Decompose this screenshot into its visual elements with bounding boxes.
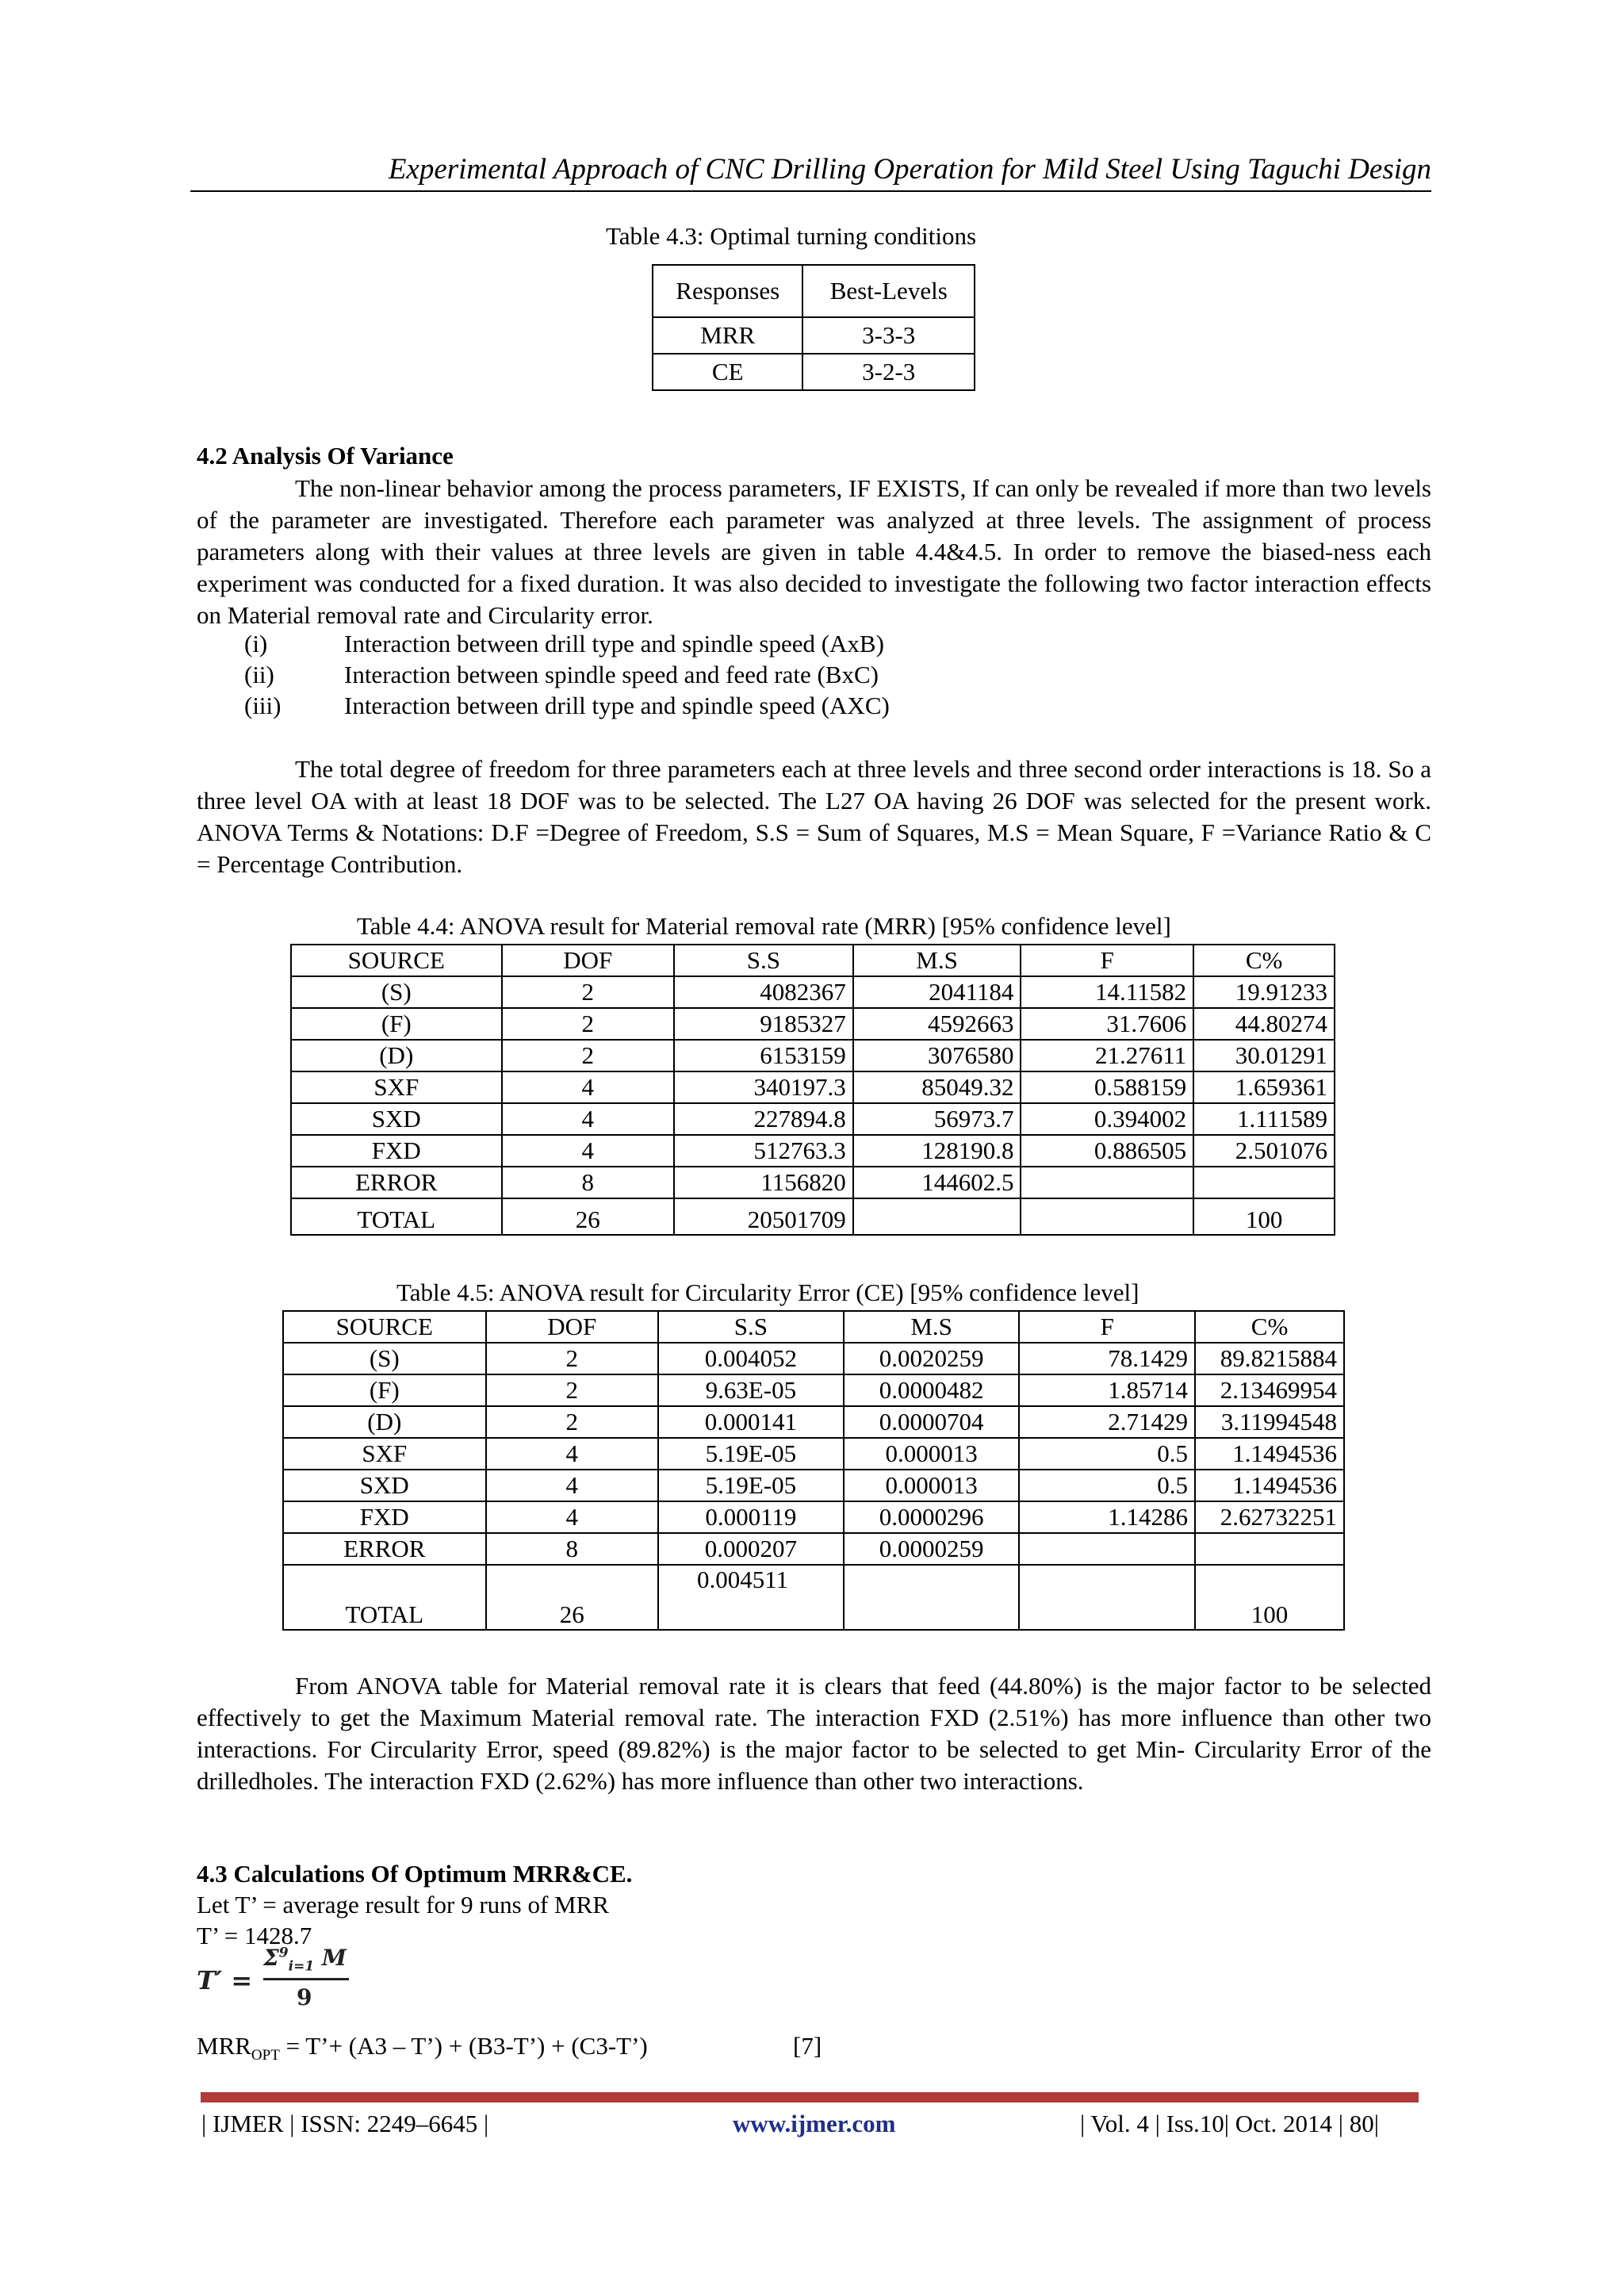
- table-cell: 4: [502, 1071, 675, 1103]
- section-4-2-paragraph-2: The total degree of freedom for three parameters each at three levels and three second order interactions is 18. So a three level OA with at least 18 DOF was to be selected. The L27 OA having 26 DOF was selected for the present work. ANOVA Terms & Notations: D.F =Degree of Freedom, S.S = Sum of Squares, M.S = Mean Square, F =Variance Ratio & C = Percentage Contribution.: [197, 755, 1431, 878]
- table-cell: SXD: [283, 1470, 486, 1501]
- table-cell: (D): [291, 1040, 502, 1071]
- table-cell: 78.1429: [1019, 1343, 1195, 1374]
- list-item: [244, 690, 890, 721]
- table-cell: 0.0000259: [844, 1533, 1020, 1565]
- table-cell: 4: [486, 1438, 658, 1470]
- table-row: [291, 1135, 1335, 1167]
- table-header-cell: F: [1019, 1311, 1195, 1343]
- table-4-5: [282, 1310, 1345, 1631]
- table-cell: 19.91233: [1193, 976, 1335, 1008]
- table-cell: [1021, 1198, 1193, 1235]
- table-cell: 4: [502, 1103, 675, 1135]
- section-4-3-line-1: Let T’ = average result for 9 runs of MRR: [197, 1891, 609, 1918]
- table-4-3-caption: Table 4.3: Optimal turning conditions: [606, 222, 977, 250]
- table-cell: 1.111589: [1193, 1103, 1335, 1135]
- table-header-cell: C%: [1193, 945, 1335, 976]
- table-cell: 1.659361: [1193, 1071, 1335, 1103]
- table-cell: 1156820: [674, 1167, 853, 1198]
- table-cell: 26: [502, 1198, 675, 1235]
- table-cell: 44.80274: [1193, 1008, 1335, 1040]
- table-total-row: [291, 1198, 1335, 1235]
- table-row: [291, 1103, 1335, 1135]
- table-cell: 1.1494536: [1195, 1470, 1344, 1501]
- table-cell: (D): [283, 1406, 486, 1438]
- table-header-cell: M.S: [853, 945, 1021, 976]
- table-cell: 0.5: [1019, 1470, 1195, 1501]
- list-item: [244, 659, 890, 690]
- table-header-cell: SOURCE: [291, 945, 502, 976]
- table-cell: (F): [291, 1008, 502, 1040]
- table-cell: (S): [291, 976, 502, 1008]
- table-cell: 0.004511: [658, 1565, 844, 1630]
- table-cell: (S): [283, 1343, 486, 1374]
- table-cell: 9.63E-05: [658, 1374, 844, 1406]
- table-cell: 20501709: [674, 1198, 853, 1235]
- formula-var: M: [321, 1945, 347, 1971]
- table-cell: 2: [502, 976, 675, 1008]
- table-cell: [1021, 1167, 1193, 1198]
- table-cell: 2.501076: [1193, 1135, 1335, 1167]
- table-cell: 0.000013: [844, 1438, 1020, 1470]
- table-4-4-caption: Table 4.4: ANOVA result for Material removal rate (MRR) [95% confidence level]: [357, 912, 1171, 940]
- table-cell: 2: [502, 1040, 675, 1071]
- fraction-bar: [263, 1978, 349, 1980]
- footer-rule: [201, 2092, 1419, 2102]
- section-4-2-paragraph-1: The non-linear behavior among the process parameters, IF EXISTS, If can only be revealed if more than two levels of the parameter are investigated. Therefore each parameter was analyzed at three levels. The assignment of process parameters along with their values at three levels are given in table 4.4&4.5. In order to remove the biased-ness each experiment was conducted for a fixed duration. It was also decided to investigate the following two factor interaction effects on Material removal rate and Circularity error.: [197, 474, 1431, 629]
- table-header-cell: DOF: [502, 945, 675, 976]
- table-total-row: [283, 1565, 1344, 1630]
- equation-reference: [7]: [793, 2032, 822, 2060]
- table-cell: [1019, 1565, 1195, 1630]
- table-cell: CE: [653, 354, 802, 390]
- table-cell: 30.01291: [1193, 1040, 1335, 1071]
- footer-volume: | Vol. 4 | Iss.10| Oct. 2014 | 80|: [1080, 2110, 1379, 2137]
- table-cell: 0.0000296: [844, 1501, 1020, 1533]
- table-4-3: [652, 264, 975, 391]
- table-cell: [1019, 1533, 1195, 1565]
- table-cell: SXD: [291, 1103, 502, 1135]
- table-cell: 4: [486, 1501, 658, 1533]
- table-cell: 227894.8: [674, 1103, 853, 1135]
- table-cell: 56973.7: [853, 1103, 1021, 1135]
- table-cell: 4: [502, 1135, 675, 1167]
- table-header-cell: S.S: [674, 945, 853, 976]
- table-header-cell: F: [1021, 945, 1193, 976]
- section-4-3-line-2: T’ = 1428.7: [197, 1922, 312, 1949]
- footer-website-link[interactable]: www.ijmer.com: [733, 2110, 896, 2137]
- table-row: [283, 1343, 1344, 1374]
- table-row: [283, 1374, 1344, 1406]
- table-cell: 0.0000704: [844, 1406, 1020, 1438]
- table-cell: [844, 1565, 1020, 1630]
- formula-lhs: T′ =: [197, 1965, 253, 1995]
- table-4-4: [290, 944, 1335, 1236]
- table-cell: SXF: [291, 1071, 502, 1103]
- section-4-2-heading: 4.2 Analysis Of Variance: [197, 442, 454, 470]
- table-header-cell: Best-Levels: [802, 265, 975, 317]
- list-item-text: Interaction between spindle speed and feed rate (BxC): [344, 661, 879, 688]
- table-cell: TOTAL: [291, 1198, 502, 1235]
- table-cell: 1.85714: [1019, 1374, 1195, 1406]
- table-cell: 14.11582: [1021, 976, 1193, 1008]
- table-row: [291, 1008, 1335, 1040]
- mrr-opt-equation: [197, 2032, 648, 2064]
- table-cell: 2: [486, 1343, 658, 1374]
- table-cell: 2.71429: [1019, 1406, 1195, 1438]
- table-cell: [853, 1198, 1021, 1235]
- formula-numerator: [263, 1945, 347, 1975]
- table-header-cell: M.S: [844, 1311, 1020, 1343]
- table-cell: 144602.5: [853, 1167, 1021, 1198]
- table-cell: 0.000207: [658, 1533, 844, 1565]
- table-cell: MRR: [653, 317, 802, 354]
- formula-sup: 9: [278, 1945, 289, 1961]
- table-cell: 5.19E-05: [658, 1470, 844, 1501]
- table-cell: 1.14286: [1019, 1501, 1195, 1533]
- list-item-number: (i): [244, 630, 268, 657]
- list-item-number: (ii): [244, 661, 274, 688]
- table-cell: 85049.32: [853, 1071, 1021, 1103]
- table-cell: 26: [486, 1565, 658, 1630]
- table-cell: 100: [1193, 1198, 1335, 1235]
- table-header-cell: C%: [1195, 1311, 1344, 1343]
- table-cell: 0.5: [1019, 1438, 1195, 1470]
- table-row: [283, 1406, 1344, 1438]
- table-cell: 0.0020259: [844, 1343, 1020, 1374]
- table-cell: 3-3-3: [802, 317, 975, 354]
- table-cell: 8: [486, 1533, 658, 1565]
- list-item-text: Interaction between drill type and spindle speed (AXC): [344, 692, 890, 719]
- table-cell: FXD: [283, 1501, 486, 1533]
- table-4-5-caption: Table 4.5: ANOVA result for Circularity Error (CE) [95% confidence level]: [396, 1278, 1139, 1306]
- table-cell: 2.62732251: [1195, 1501, 1344, 1533]
- table-cell: 89.8215884: [1195, 1343, 1344, 1374]
- footer-journal: | IJMER | ISSN: 2249–6645 |: [201, 2110, 489, 2137]
- interaction-list: [244, 628, 890, 721]
- table-cell: (F): [283, 1374, 486, 1406]
- table-cell: 2: [486, 1406, 658, 1438]
- table-row: [283, 1501, 1344, 1533]
- table-row: [283, 1533, 1344, 1565]
- formula-denominator: 9: [297, 1984, 312, 2010]
- table-cell: 3.11994548: [1195, 1406, 1344, 1438]
- table-cell: 2: [502, 1008, 675, 1040]
- table-cell: 0.000013: [844, 1470, 1020, 1501]
- table-header-cell: S.S: [658, 1311, 844, 1343]
- average-formula: [197, 1945, 355, 2018]
- table-row: [283, 1438, 1344, 1470]
- running-title: Experimental Approach of CNC Drilling Operation for Mild Steel Using Taguchi Design: [388, 153, 1431, 186]
- table-header-cell: Responses: [653, 265, 802, 317]
- table-cell: TOTAL: [283, 1565, 486, 1630]
- table-row: [653, 317, 975, 354]
- table-cell: 0.886505: [1021, 1135, 1193, 1167]
- formula-sub: i=1: [288, 1958, 315, 1975]
- mrr-subscript: OPT: [251, 2047, 280, 2064]
- header-rule: [190, 190, 1431, 192]
- mrr-expression: = T’+ (A3 – T’) + (B3-T’) + (C3-T’): [279, 2032, 648, 2060]
- sum-symbol: Σ: [263, 1945, 279, 1971]
- table-cell: 21.27611: [1021, 1040, 1193, 1071]
- table-cell: 0.588159: [1021, 1071, 1193, 1103]
- table-cell: 512763.3: [674, 1135, 853, 1167]
- table-cell: 340197.3: [674, 1071, 853, 1103]
- table-cell: 4592663: [853, 1008, 1021, 1040]
- table-cell: 4: [486, 1470, 658, 1501]
- table-cell: 8: [502, 1167, 675, 1198]
- section-4-3-heading: 4.3 Calculations Of Optimum MRR&CE.: [197, 1860, 633, 1888]
- table-cell: 0.0000482: [844, 1374, 1020, 1406]
- table-cell: 2041184: [853, 976, 1021, 1008]
- mrr-label: MRR: [197, 2032, 251, 2060]
- table-cell: 3-2-3: [802, 354, 975, 390]
- table-cell: 2: [486, 1374, 658, 1406]
- table-cell: 9185327: [674, 1008, 853, 1040]
- table-row: [291, 1040, 1335, 1071]
- table-cell: 6153159: [674, 1040, 853, 1071]
- table-cell: ERROR: [283, 1533, 486, 1565]
- table-header-cell: DOF: [486, 1311, 658, 1343]
- table-row: [283, 1470, 1344, 1501]
- list-item-number: (iii): [244, 692, 282, 719]
- table-cell: 4082367: [674, 976, 853, 1008]
- table-row: [291, 1167, 1335, 1198]
- table-cell: 31.7606: [1021, 1008, 1193, 1040]
- table-cell: ERROR: [291, 1167, 502, 1198]
- table-cell: 3076580: [853, 1040, 1021, 1071]
- table-row: [653, 354, 975, 390]
- table-cell: 2.13469954: [1195, 1374, 1344, 1406]
- table-cell: 128190.8: [853, 1135, 1021, 1167]
- table-row: [291, 976, 1335, 1008]
- table-cell: SXF: [283, 1438, 486, 1470]
- table-cell: 100: [1195, 1565, 1344, 1630]
- list-item: [244, 628, 890, 659]
- table-cell: [1195, 1533, 1344, 1565]
- table-cell: 1.1494536: [1195, 1438, 1344, 1470]
- anova-discussion-paragraph: From ANOVA table for Material removal rate it is clears that feed (44.80%) is the major factor to be selected effectively to get the Maximum Material removal rate. The interaction FXD (2.51%) has more influence than other two interactions. For Circularity Error, speed (89.82%) is the major factor to be selected to get Min- Circularity Error of the drilledholes. The interaction FXD (2.62%) has more influence than other two interactions.: [197, 1672, 1431, 1795]
- table-cell: 0.394002: [1021, 1103, 1193, 1135]
- table-cell: 5.19E-05: [658, 1438, 844, 1470]
- table-cell: FXD: [291, 1135, 502, 1167]
- table-header-cell: SOURCE: [283, 1311, 486, 1343]
- table-cell: 0.000141: [658, 1406, 844, 1438]
- table-row: [291, 1071, 1335, 1103]
- list-item-text: Interaction between drill type and spindle speed (AxB): [344, 630, 884, 657]
- table-cell: 0.004052: [658, 1343, 844, 1374]
- table-cell: [1193, 1167, 1335, 1198]
- table-cell: 0.000119: [658, 1501, 844, 1533]
